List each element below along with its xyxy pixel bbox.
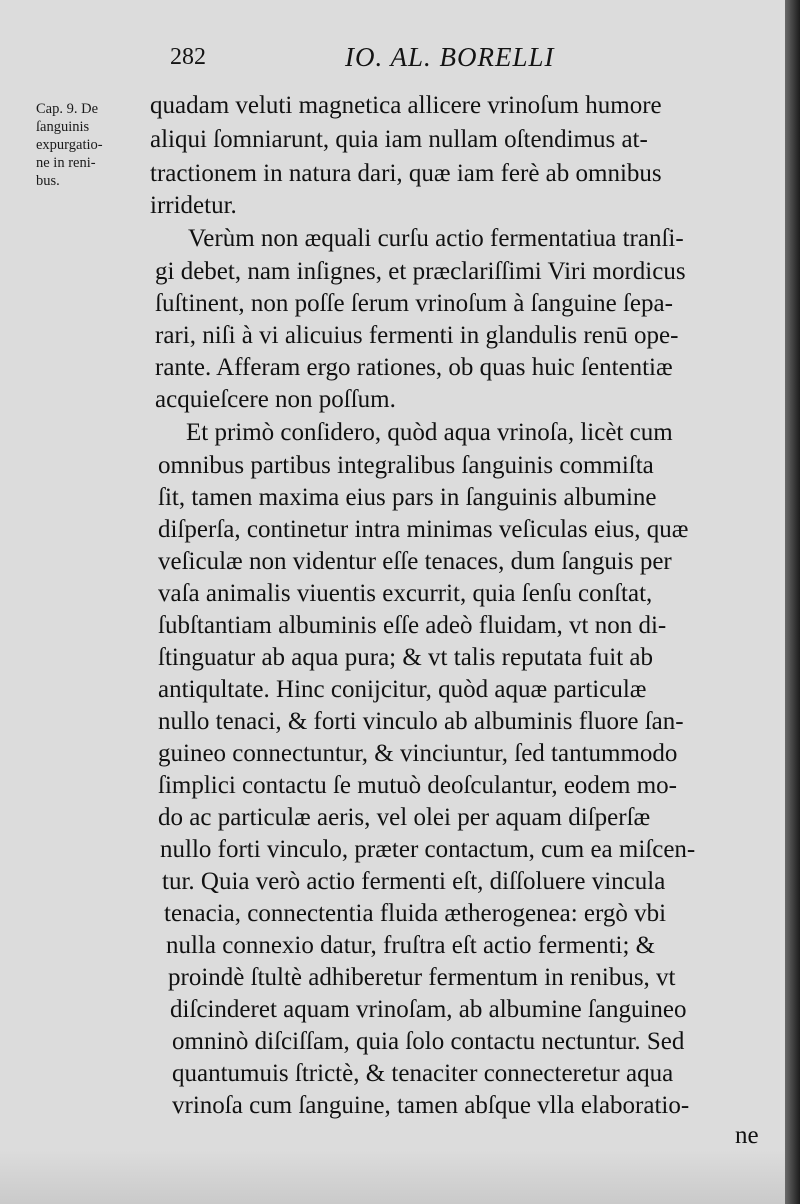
text-line: diſcinderet aquam vrinoſam, ab albumine ſanguineo [170, 996, 687, 1023]
text-line: vrinoſa cum ſanguine, tamen abſque vlla elaboratio- [172, 1092, 690, 1119]
text-line: Verùm non æquali curſu actio fermentatiua tranſi- [188, 225, 684, 252]
page-bottom-shadow [0, 1150, 785, 1204]
text-line: tractionem in natura dari, quæ iam ferè ab omnibus [150, 160, 662, 187]
margin-note-line: ne in reni- [36, 155, 96, 171]
text-line: nullo tenaci, & forti vinculo ab albuminis fluore ſan- [158, 708, 684, 735]
text-line: ne [735, 1122, 759, 1149]
text-line: quadam veluti magnetica allicere vrinoſum humore [150, 92, 662, 119]
text-line: tur. Quia verò actio fermenti eſt, diſſoluere vincula [162, 868, 666, 895]
margin-note-line: ſanguinis [36, 119, 90, 135]
page-header [0, 38, 785, 78]
text-line: nullo forti vinculo, præter contactum, cum ea miſcen- [160, 836, 696, 863]
text-line: tenacia, connectentia fluida ætherogenea: ergò vbi [164, 900, 667, 927]
book-spine-edge [785, 0, 800, 1204]
text-line: ſimplici contactu ſe mutuò deoſculantur, eodem mo- [158, 772, 677, 799]
text-line: ſubſtantiam albuminis eſſe adeò fluidam, vt non di- [158, 612, 667, 639]
text-line: proindè ſtultè adhiberetur fermentum in renibus, vt [168, 964, 676, 991]
text-line: do ac particulæ aeris, vel olei per aquam diſperſæ [158, 804, 651, 831]
margin-note-line: Cap. 9. De [36, 101, 99, 117]
running-title: IO. AL. BORELLI [345, 42, 555, 72]
text-line: Et primò conſidero, quòd aqua vrinoſa, licèt cum [186, 419, 673, 446]
page-number: 282 [170, 44, 206, 70]
text-line: quantumuis ſtrictè, & tenaciter connecteretur aqua [172, 1060, 674, 1087]
text-line: veſiculæ non videntur eſſe tenaces, dum ſanguis per [158, 548, 672, 575]
text-line: aliqui ſomniarunt, quia iam nullam oſtendimus at- [150, 126, 648, 153]
text-line: irridetur. [150, 192, 237, 219]
text-line: antiqultate. Hinc conijcitur, quòd aquæ particulæ [158, 676, 647, 703]
text-line: rante. Afferam ergo rationes, ob quas huic ſententiæ [155, 354, 673, 381]
text-line: ſit, tamen maxima eius pars in ſanguinis albumine [158, 484, 657, 511]
text-line: rari, niſi à vi alicuius fermenti in glandulis renū ope- [155, 322, 679, 349]
text-line: acquieſcere non poſſum. [155, 386, 396, 413]
text-line: omnibus partibus integralibus ſanguinis commiſta [158, 452, 654, 479]
text-line: diſperſa, continetur intra minimas veſiculas eius, quæ [158, 516, 689, 543]
text-line: guineo connectuntur, & vinciuntur, ſed tantummodo [158, 740, 678, 767]
text-line: ſuſtinent, non poſſe ſerum vrinoſum à ſanguine ſepa- [155, 290, 673, 317]
margin-note [36, 100, 152, 190]
text-line: ſtinguatur ab aqua pura; & vt talis reputata fuit ab [158, 644, 653, 671]
margin-note-line: bus. [36, 173, 60, 189]
text-line: vaſa animalis viuentis excurrit, quia ſenſu conſtat, [158, 580, 653, 607]
text-line: gi debet, nam inſignes, et præclariſſimi Viri mordicus [155, 258, 686, 285]
text-line: nulla connexio datur, fruſtra eſt actio fermenti; & [166, 932, 656, 959]
text-line: omninò diſciſſam, quia ſolo contactu nectuntur. Sed [172, 1028, 685, 1055]
margin-note-line: expurgatio- [36, 137, 103, 153]
